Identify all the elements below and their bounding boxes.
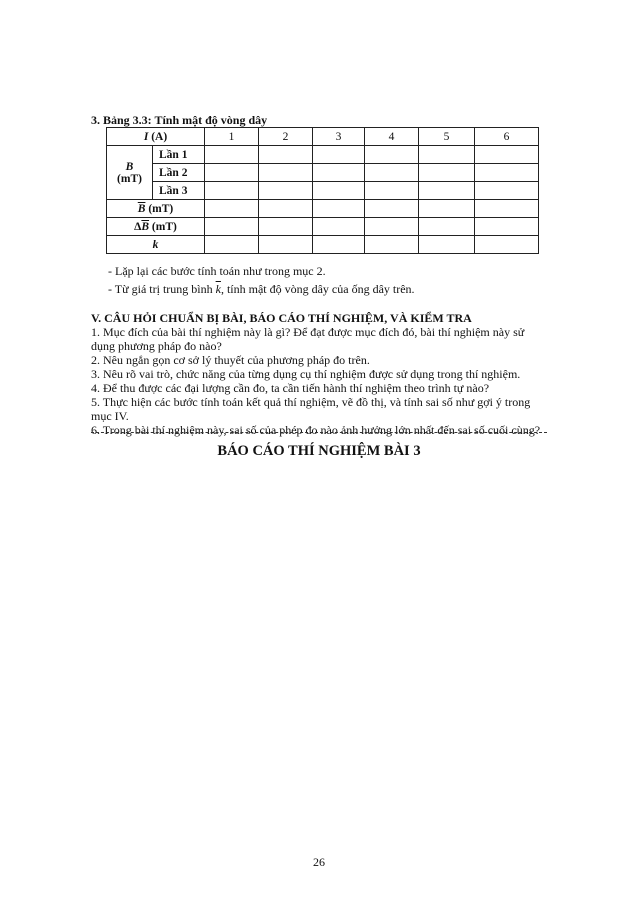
table-cell	[313, 200, 365, 218]
trial-label: Lần 3	[153, 182, 205, 200]
table-cell	[419, 218, 475, 236]
table-row-trial-3	[107, 182, 539, 200]
question-item: 1. Mục đích của bài thí nghiệm này là gì? Để đạt được mục đích đó, bài thí nghiệm này sử dụng phương pháp đo nào?	[91, 325, 525, 353]
note-k-symbol: $\overline{k}$	[215, 282, 221, 296]
table-cell	[475, 236, 539, 254]
table-cell	[365, 164, 419, 182]
table-cell	[419, 182, 475, 200]
table-cell	[419, 164, 475, 182]
question-item: 3. Nêu rõ vai trò, chức năng của từng dụng cụ thí nghiệm được sử dụng trong thí nghiệm.	[91, 367, 521, 381]
table-notes	[108, 262, 415, 298]
table-row-trial-1	[107, 146, 539, 164]
k-header	[107, 236, 205, 254]
table-cell	[259, 182, 313, 200]
table-cell	[475, 146, 539, 164]
table-cell	[313, 182, 365, 200]
note-line-1: - Lặp lại các bước tính toán như trong mục 2.	[108, 264, 326, 278]
table-cell	[313, 236, 365, 254]
table-cell	[259, 146, 313, 164]
b-symbol: B	[125, 160, 134, 173]
k-symbol: k	[152, 238, 159, 251]
table-cell	[365, 236, 419, 254]
b-mean-header	[107, 200, 205, 218]
trial-label: Lần 1	[153, 146, 205, 164]
question-item: 5. Thực hiện các bước tính toán kết quả thí nghiệm, vẽ đồ thị, và tính sai số như gợi ý trong mục IV.	[91, 395, 531, 423]
column-header: 1	[205, 128, 259, 146]
column-header: 6	[475, 128, 539, 146]
table-row-delta-b	[107, 218, 539, 236]
table-cell	[205, 236, 259, 254]
table-cell	[365, 218, 419, 236]
table-cell	[205, 164, 259, 182]
table-cell	[313, 164, 365, 182]
table-cell	[419, 236, 475, 254]
note-line-2-start: - Từ giá trị trung bình	[108, 282, 213, 296]
table-cell	[475, 182, 539, 200]
b-mean-unit: (mT)	[148, 202, 174, 215]
trial-label: Lần 2	[153, 164, 205, 182]
table-cell	[313, 146, 365, 164]
dashed-divider	[91, 432, 547, 433]
table-cell	[419, 200, 475, 218]
column-header: 3	[313, 128, 365, 146]
column-header: 5	[419, 128, 475, 146]
table-cell	[475, 200, 539, 218]
delta-symbol: Δ	[134, 220, 142, 233]
table-cell	[365, 200, 419, 218]
table-cell	[205, 182, 259, 200]
note-line-2	[108, 280, 415, 298]
table-cell	[365, 182, 419, 200]
table-cell	[259, 236, 313, 254]
delta-b-symbol: $\overline{B}$	[141, 220, 150, 233]
table-cell	[205, 200, 259, 218]
b-row-header	[107, 146, 153, 200]
question-item: 2. Nêu ngắn gọn cơ sở lý thuyết của phương pháp đo trên.	[91, 353, 370, 367]
column-header: 4	[365, 128, 419, 146]
table-row-trial-2	[107, 164, 539, 182]
section-v-heading: V. CÂU HỎI CHUẨN BỊ BÀI, BÁO CÁO THÍ NGHIỆM, VÀ KIỂM TRA	[91, 311, 472, 325]
table-row-k	[107, 236, 539, 254]
table-cell	[365, 146, 419, 164]
density-table	[106, 127, 539, 254]
table-cell	[205, 146, 259, 164]
report-title: BÁO CÁO THÍ NGHIỆM BÀI 3	[217, 443, 421, 459]
delta-b-header	[107, 218, 205, 236]
note-line-2-end: , tính mật độ vòng dây của ống dây trên.	[220, 282, 415, 296]
current-unit: (A)	[151, 130, 168, 143]
current-symbol: I	[143, 130, 149, 143]
question-item: 6. Trong bài thí nghiệm này, sai số của phép đo nào ảnh hưởng lớn nhất đến sai số cuối cùng?	[91, 423, 541, 437]
table-cell	[419, 146, 475, 164]
b-unit: (mT)	[117, 172, 142, 185]
table-cell	[205, 218, 259, 236]
table-title: 3. Bảng 3.3: Tính mật độ vòng dây	[91, 113, 268, 127]
delta-b-unit: (mT)	[151, 220, 177, 233]
table-row-current	[107, 128, 539, 146]
table-row-b-mean	[107, 200, 539, 218]
current-header	[107, 128, 205, 146]
table-cell	[475, 218, 539, 236]
table-cell	[259, 218, 313, 236]
question-item: 4. Để thu được các đại lượng cần đo, ta cần tiến hành thí nghiệm theo trình tự nào?	[91, 381, 490, 395]
page-number: 26	[313, 855, 325, 869]
section-v	[91, 311, 551, 437]
column-header: 2	[259, 128, 313, 146]
table-cell	[259, 200, 313, 218]
table-cell	[313, 218, 365, 236]
b-mean-symbol: $\overline{B}$	[137, 202, 146, 215]
table-cell	[259, 164, 313, 182]
table-cell	[475, 164, 539, 182]
